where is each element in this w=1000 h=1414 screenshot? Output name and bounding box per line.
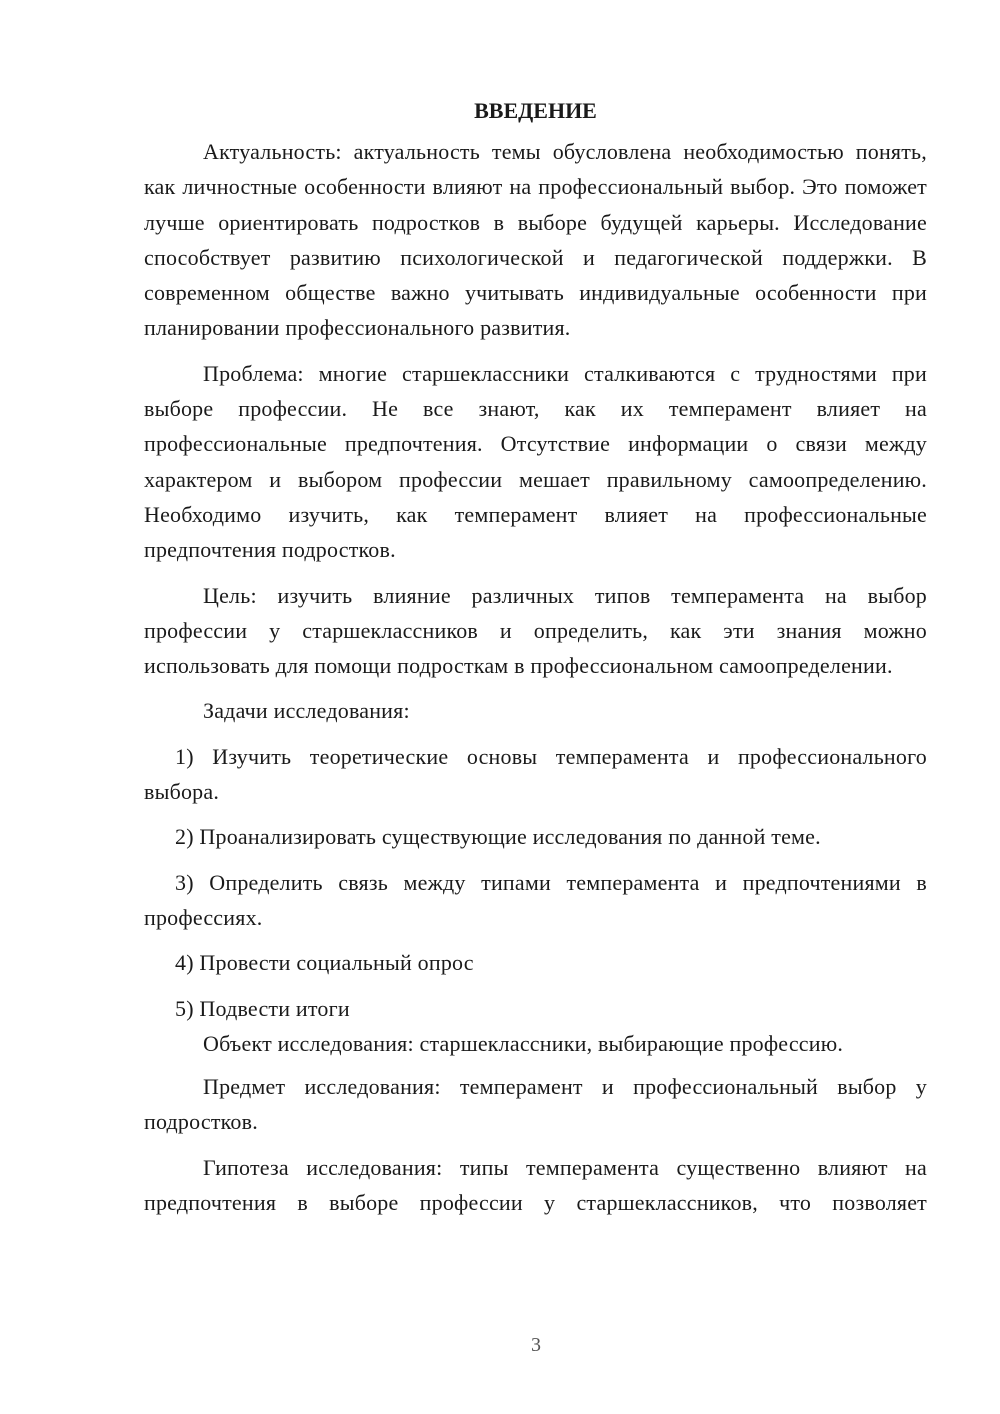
tasks-heading: Задачи исследования: — [203, 698, 410, 724]
task-item: 4) Провести социальный опрос — [175, 950, 474, 976]
task-item: 2) Проанализировать существующие исследования по данной теме. — [175, 824, 821, 850]
paragraph-subject: Предмет исследования: темперамент и профессиональный выбор у подростков. — [144, 1074, 927, 1135]
document-page — [144, 94, 927, 1230]
paragraph-relevance: Актуальность: актуальность темы обусловлена необходимостью понять, как личностные особенности влияют на профессиональный выбор. Это поможет лучше ориентировать подростков в выборе будущей карьеры. Исследование способствует развитию психологической и педагогической поддержки. В современном обществе важно учитывать индивидуальные особенности при планировании профессионального развития. — [144, 139, 927, 341]
task-item: 3) Определить связь между типами темперамента и предпочтениями в профессиях. — [144, 869, 927, 930]
page-title: ВВЕДЕНИЕ — [474, 98, 597, 123]
task-item: 5) Подвести итоги — [175, 995, 350, 1021]
paragraph-object: Объект исследования: старшеклассники, выбирающие профессию. — [203, 1030, 844, 1056]
paragraph-problem: Проблема: многие старшеклассники сталкиваются с трудностями при выборе профессии. Не все знают, как их темперамент влияет на профессиональные предпочтения. Отсутствие информации о связи между характером и выбором профессии мешает правильному самоопределению. Необходимо изучить, как темперамент влияет на профессиональные предпочтения подростков. — [144, 360, 927, 563]
task-item: 1) Изучить теоретические основы темперамента и профессионального выбора. — [144, 743, 927, 805]
paragraph-hypothesis: Гипотеза исследования: типы темперамента существенно влияют на предпочтения в выборе профессии у старшеклассников, что позволяет — [144, 1154, 927, 1216]
paragraph-goal: Цель: изучить влияние различных типов темперамента на выбор профессии у старшеклассников и определить, как эти знания можно использовать для помощи подросткам в профессиональном самоопределении. — [144, 582, 927, 679]
page-number: 3 — [531, 1334, 541, 1356]
